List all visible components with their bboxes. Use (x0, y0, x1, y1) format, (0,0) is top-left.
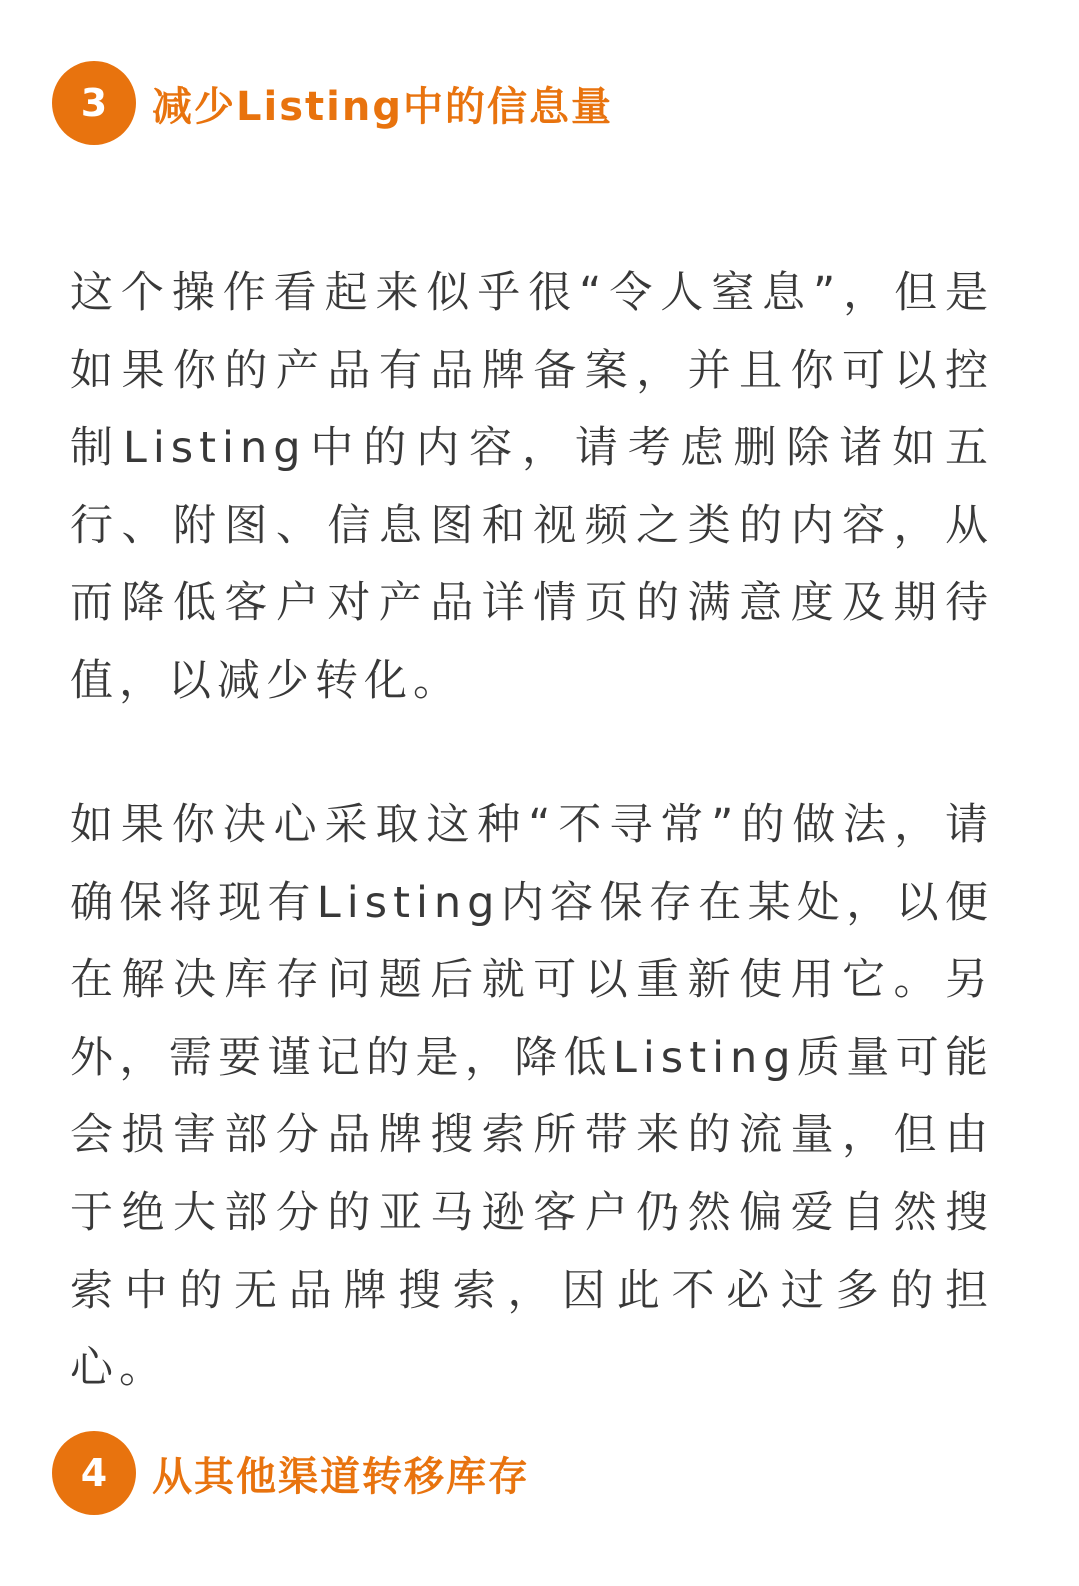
section-heading-3 (52, 60, 613, 146)
section-number-badge: 3 (52, 61, 136, 145)
section-title: 从其他渠道转移库存 (152, 1453, 530, 1500)
section-heading-4 (52, 1430, 530, 1516)
section-number-badge: 4 (52, 1431, 136, 1515)
section-title: 减少Listing中的信息量 (152, 83, 613, 130)
body-paragraph-1: 这个操作看起来似乎很“令人窒息”，但是如果你的产品有品牌备案，并且你可以控制Listing中的内容，请考虑删除诸如五行、附图、信息图和视频之类的内容，从而降低客户对产品详情页的满意度及期待值，以减少转化。 (70, 268, 994, 706)
body-paragraph-2: 如果你决心采取这种“不寻常”的做法，请确保将现有Listing内容保存在某处，以便在解决库存问题后就可以重新使用它。另外，需要谨记的是，降低Listing质量可能会损害部分品牌搜索所带来的流量，但由于绝大部分的亚马逊客户仍然偏爱自然搜索中的无品牌搜索，因此不必过多的担心。 (70, 800, 994, 1394)
